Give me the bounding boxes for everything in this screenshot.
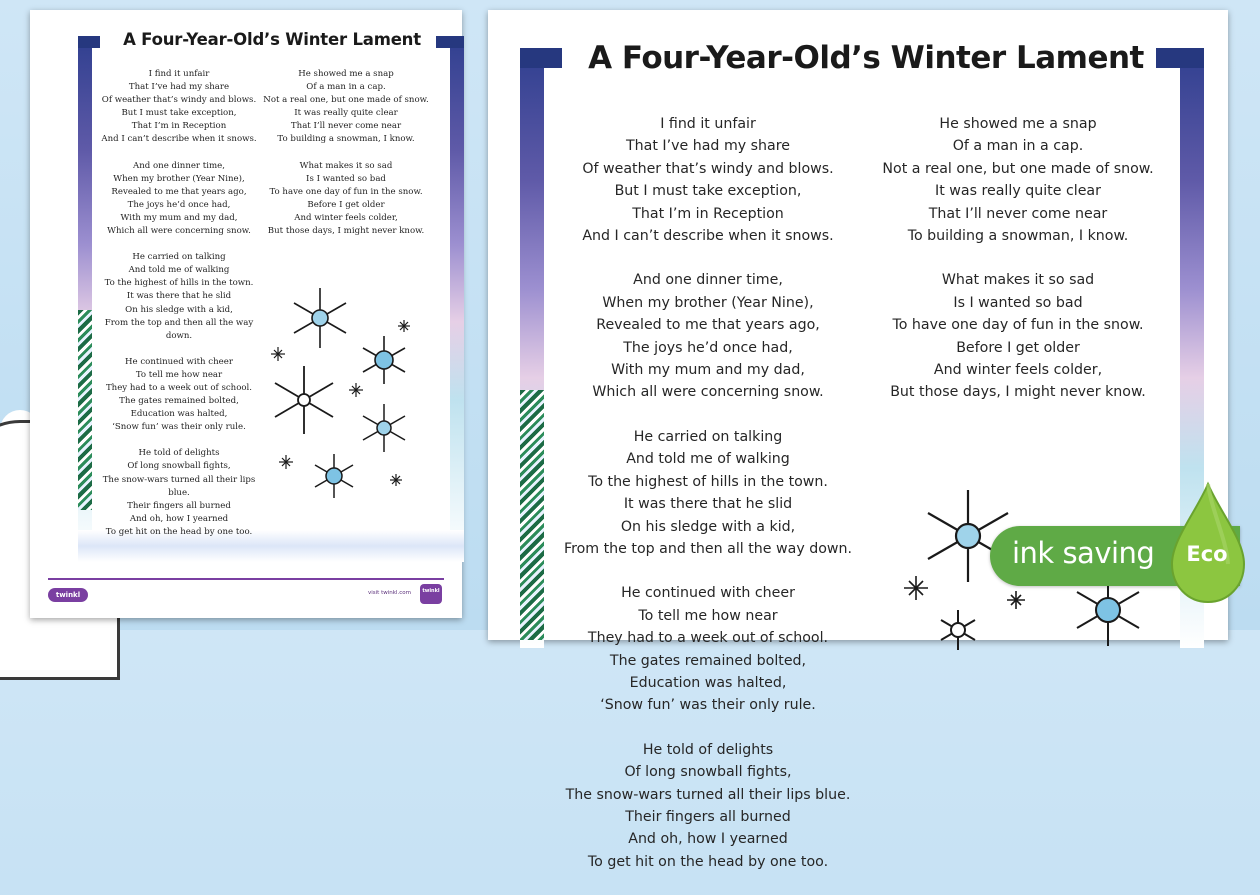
poem-line: What makes it so sad <box>941 272 1095 289</box>
sheet-footer <box>48 578 444 604</box>
poem-line: To have one day of fun in the snow. <box>269 186 423 197</box>
poem-line: He told of delights <box>138 448 220 459</box>
poem-line: The joys he’d once had, <box>623 339 793 356</box>
poem-line: And told me of walking <box>626 451 790 468</box>
poem-line: The snow-wars turned all their lips blue. <box>102 474 256 498</box>
poem-line: Before I get older <box>956 339 1080 356</box>
poem-line: The gates remained bolted, <box>119 396 239 407</box>
poem-line: To the highest of hills in the town. <box>104 278 254 289</box>
poem-line: On his sledge with a kid, <box>620 518 796 535</box>
poem-stanza <box>548 269 868 403</box>
poem-line: And I can’t describe when it snows. <box>582 228 834 245</box>
poem-line: Is I wanted so bad <box>953 294 1083 311</box>
frame-right-border <box>450 36 464 556</box>
poem-line: On his sledge with a kid, <box>125 304 233 315</box>
poem-line: And winter feels colder, <box>294 212 398 223</box>
poem-stanza <box>548 113 868 247</box>
poem-line: To have one day of fun in the snow. <box>892 317 1144 334</box>
sparkle-star-icon <box>271 347 285 361</box>
poem-line: Revealed to me that years ago, <box>596 317 820 334</box>
poem-line: Their fingers all burned <box>625 808 791 825</box>
poem-line: I find it unfair <box>660 116 756 132</box>
sparkle-star-icon <box>398 320 410 332</box>
poem-line: That I’m in Reception <box>632 205 784 222</box>
poem-line: To building a snowman, I know. <box>277 134 415 145</box>
poem-line: From the top and then all the way down. <box>563 540 853 557</box>
poem-line: He carried on talking <box>633 428 783 445</box>
poem-line: To the highest of hills in the town. <box>588 473 828 490</box>
poem-line: To tell me how near <box>135 369 223 380</box>
poem-line: And winter feels colder, <box>933 362 1103 379</box>
poem-line: I find it unfair <box>148 69 210 79</box>
poem-line: That I’ve had my share <box>128 82 230 93</box>
footer-url: visit twinkl.com <box>368 590 411 596</box>
poem-line: He told of delights <box>642 741 774 758</box>
tree-decoration <box>520 390 544 640</box>
twinkl-logo: twinkl <box>48 588 88 602</box>
snowflake-icon <box>363 336 405 384</box>
poem-line: And I can’t describe when it snows. <box>101 134 257 145</box>
poem-sheet-thumbnail <box>30 10 462 618</box>
poem-line: It was there that he slid <box>126 291 232 302</box>
snowflake-icon <box>275 366 333 434</box>
sparkle-star-icon <box>390 474 402 486</box>
poem-line: The snow-wars turned all their lips blue. <box>565 786 851 803</box>
poem-column-right <box>256 68 436 251</box>
poem-line: And told me of walking <box>128 265 230 276</box>
poem-line: Not a real one, but one made of snow. <box>882 160 1154 177</box>
poem-line: Which all were concerning snow. <box>107 226 251 237</box>
poem-line: Is I wanted so bad <box>306 173 386 184</box>
poem-stanza <box>548 582 868 716</box>
poem-line: Of long snowball fights, <box>624 764 792 781</box>
poem-stanza <box>256 68 436 147</box>
poem-line: It was really quite clear <box>294 108 398 119</box>
poem-line: But those days, I might never know. <box>890 384 1146 401</box>
page-title: A Four-Year-Old’s Winter Lament <box>588 40 1144 76</box>
poem-line: From the top and then all the way down. <box>104 317 254 341</box>
poem-line: Education was halted, <box>130 409 228 420</box>
poem-line: The joys he’d once had, <box>127 199 231 210</box>
poem-line: It was there that he slid <box>623 496 793 513</box>
poem-line: They had to a week out of school. <box>105 382 253 393</box>
poem-stanza <box>858 269 1178 403</box>
page-title: A Four-Year-Old’s Winter Lament <box>123 30 421 49</box>
poem-line: Not a real one, but one made of snow. <box>263 95 429 106</box>
poem-stanza <box>548 739 868 873</box>
sparkle-star-icon <box>279 455 293 469</box>
poem-line: The gates remained bolted, <box>609 652 807 669</box>
frame-corner <box>78 36 100 48</box>
poem-stanza <box>94 68 264 147</box>
poem-line: When my brother (Year Nine), <box>602 294 814 311</box>
poem-stanza <box>94 447 264 539</box>
poem-line: To get hit on the head by one too. <box>587 853 829 870</box>
poem-line: That I’m in Reception <box>131 121 227 132</box>
poem-line: With my mum and my dad, <box>611 362 805 379</box>
poem-stanza <box>256 160 436 239</box>
poem-stanza <box>94 160 264 239</box>
snowflake-cluster <box>260 280 440 510</box>
poem-stanza <box>94 251 264 343</box>
poem-line: Of weather that’s windy and blows. <box>101 95 257 106</box>
poem-line: He showed me a snap <box>939 116 1097 132</box>
poem-line: Revealed to me that years ago, <box>111 186 247 197</box>
poem-line: Of long snowball fights, <box>127 461 231 472</box>
poem-line: Of a man in a cap. <box>952 138 1084 155</box>
poem-column-left <box>94 68 264 552</box>
poem-line: But those days, I might never know. <box>267 226 425 237</box>
twinkl-badge: twinkl <box>420 584 442 604</box>
poem-line: ‘Snow fun’ was their only rule. <box>600 697 816 714</box>
snowflake-icon <box>315 454 353 498</box>
sparkle-star-icon <box>349 383 363 397</box>
eco-label: Eco <box>1186 542 1228 566</box>
poem-stanza <box>548 426 868 560</box>
poem-line: With my mum and my dad, <box>120 212 238 223</box>
poem-line: That I’ll never come near <box>928 205 1108 222</box>
poem-line: He showed me a snap <box>298 69 394 79</box>
poem-line: Before I get older <box>307 199 385 210</box>
snowflake-icon <box>363 404 405 452</box>
poem-line: It was really quite clear <box>935 183 1101 200</box>
poem-line: When my brother (Year Nine), <box>113 173 245 184</box>
poem-stanza <box>858 113 1178 247</box>
poem-line: ‘Snow fun’ was their only rule. <box>112 422 246 433</box>
poem-line: Of a man in a cap. <box>306 82 386 93</box>
poem-line: He continued with cheer <box>621 585 795 602</box>
poem-column-left <box>548 113 868 895</box>
poem-line: Of weather that’s windy and blows. <box>582 160 834 177</box>
poem-line: And oh, how I yearned <box>129 513 229 524</box>
sparkle-star-icon <box>904 576 928 600</box>
poem-line: That I’ll never come near <box>290 121 402 132</box>
poem-column-right <box>858 113 1178 426</box>
poem-line: He carried on talking <box>132 252 226 263</box>
ink-saving-label: ink saving <box>1012 536 1155 570</box>
poem-line: To building a snowman, I know. <box>907 228 1129 245</box>
poem-line: Which all were concerning snow. <box>592 384 824 401</box>
poem-line: Their fingers all burned <box>127 500 231 511</box>
poem-line: What makes it so sad <box>299 160 393 171</box>
poem-line: They had to a week out of school. <box>587 630 829 647</box>
poem-line: And one dinner time, <box>633 272 783 289</box>
snowflake-icon <box>941 610 975 650</box>
poem-line: And oh, how I yearned <box>628 831 788 848</box>
poem-line: But I must take exception, <box>614 183 802 200</box>
sparkle-star-icon <box>1007 591 1025 609</box>
poem-line: And one dinner time, <box>133 160 225 171</box>
poem-stanza <box>94 356 264 435</box>
poem-line: He continued with cheer <box>125 356 233 367</box>
poem-line: To get hit on the head by one too. <box>105 526 253 537</box>
poem-line: But I must take exception, <box>121 108 237 119</box>
tree-decoration <box>78 310 92 510</box>
poem-line: That I’ve had my share <box>625 138 790 155</box>
poem-line: To tell me how near <box>638 607 778 624</box>
poem-line: Education was halted, <box>629 674 787 691</box>
snowflake-icon <box>294 288 346 348</box>
